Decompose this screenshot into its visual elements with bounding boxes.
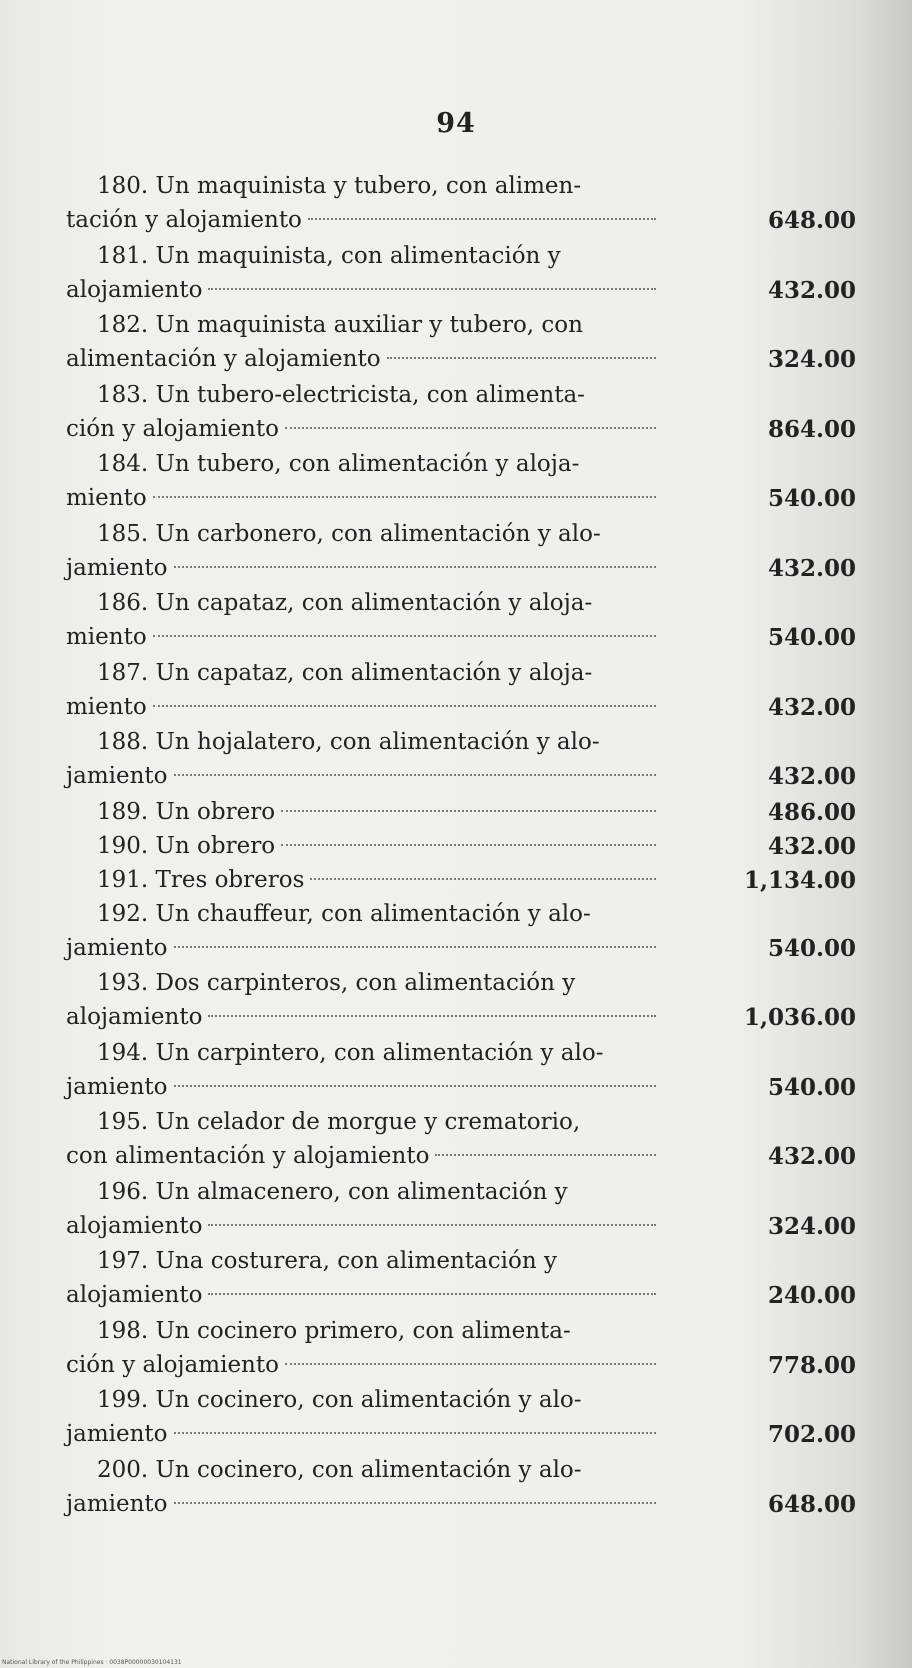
entry-amount: 1,134.00 (743, 866, 856, 894)
entry-186 (66, 587, 866, 657)
entry-192 (66, 898, 866, 968)
entry-line2: alojamiento (66, 276, 203, 303)
entry-line2: 191. Tres obreros (97, 866, 305, 893)
entry-199 (66, 1384, 866, 1454)
entry-line2: alojamiento (66, 1212, 203, 1239)
entry-line2: ción y alojamiento (66, 1351, 279, 1378)
entry-194 (66, 1037, 866, 1107)
entry-185 (66, 518, 866, 588)
entry-196 (66, 1176, 866, 1246)
entry-line2: jamiento (66, 1421, 168, 1447)
entry-line1: 194. Un carpintero, con alimentación y alo- (97, 1039, 604, 1066)
dot-leader (310, 878, 656, 880)
entry-list (66, 170, 866, 1523)
dot-leader (153, 705, 656, 707)
entry-line2: jamiento (66, 934, 168, 961)
entry-line2: con alimentación y alojamiento (66, 1143, 430, 1169)
dot-leader (208, 1224, 656, 1226)
entry-188 (66, 726, 866, 796)
entry-amount: 540.00 (767, 485, 856, 512)
entry-amount: 240.00 (767, 1282, 856, 1309)
entry-amount: 864.00 (767, 415, 856, 443)
entry-195 (66, 1106, 866, 1176)
entry-line1: 184. Un tubero, con alimentación y aloja- (97, 451, 580, 477)
entry-line2: alojamiento (66, 1282, 203, 1308)
entry-189 (66, 796, 866, 830)
entry-line2: miento (66, 624, 147, 650)
dot-leader (208, 1015, 656, 1017)
entry-line2: tación y alojamiento (66, 207, 302, 233)
dot-leader (387, 357, 656, 359)
dot-leader (285, 427, 656, 429)
entry-line1: 185. Un carbonero, con alimentación y alo- (97, 520, 601, 547)
entry-line1: 196. Un almacenero, con alimentación y (97, 1178, 568, 1205)
entry-190 (66, 830, 866, 864)
entry-line1: 186. Un capataz, con alimentación y aloja- (97, 590, 593, 616)
entry-line1: 195. Un celador de morgue y crematorio, (97, 1109, 581, 1135)
entry-line2: miento (66, 485, 147, 511)
entry-line2: alojamiento (66, 1004, 203, 1030)
dot-leader (153, 496, 656, 498)
dot-leader (174, 566, 656, 568)
entry-line1: 183. Un tubero-electricista, con alimenta- (97, 381, 585, 408)
entry-amount: 324.00 (767, 1212, 856, 1240)
dot-leader (281, 844, 656, 846)
entry-line2: jamiento (66, 763, 168, 789)
dot-leader (174, 1502, 656, 1504)
entry-line2: jamiento (66, 554, 168, 581)
entry-amount: 540.00 (767, 624, 856, 651)
entry-180 (66, 170, 866, 240)
dot-leader (174, 1432, 656, 1434)
entry-amount: 648.00 (767, 207, 856, 234)
entry-191 (66, 864, 866, 898)
entry-182 (66, 309, 866, 379)
entry-amount: 432.00 (767, 554, 856, 582)
entry-line1: 198. Un cocinero primero, con alimenta- (97, 1317, 571, 1344)
entry-193 (66, 967, 866, 1037)
entry-line1: 188. Un hojalatero, con alimentación y alo- (97, 729, 600, 755)
dot-leader (285, 1363, 656, 1365)
entry-amount: 486.00 (767, 798, 856, 826)
entry-line1: 193. Dos carpinteros, con alimentación y (97, 970, 576, 996)
entry-amount: 432.00 (767, 276, 856, 304)
entry-183 (66, 379, 866, 449)
entry-amount: 702.00 (767, 1421, 856, 1448)
dot-leader (174, 946, 656, 948)
entry-line2: 190. Un obrero (97, 832, 276, 859)
entry-line1: 200. Un cocinero, con alimentación y alo- (97, 1456, 582, 1483)
entry-amount: 648.00 (767, 1490, 856, 1518)
entry-line2: miento (66, 693, 147, 720)
dot-leader (208, 288, 656, 290)
entry-amount: 432.00 (767, 832, 856, 860)
entry-amount: 540.00 (767, 934, 856, 962)
entry-line1: 187. Un capataz, con alimentación y aloja- (97, 659, 593, 686)
entry-amount: 324.00 (767, 346, 856, 373)
dot-leader (208, 1293, 656, 1295)
entry-line2: 189. Un obrero (97, 798, 276, 825)
entry-line2: jamiento (66, 1490, 168, 1517)
entry-amount: 432.00 (767, 1143, 856, 1170)
entry-181 (66, 240, 866, 310)
entry-line1: 181. Un maquinista, con alimentación y (97, 242, 561, 269)
dot-leader (281, 810, 656, 812)
entry-amount: 432.00 (767, 693, 856, 721)
page-number: 94 (436, 108, 476, 139)
dot-leader (153, 635, 656, 637)
entry-amount: 1,036.00 (743, 1004, 856, 1031)
entry-197 (66, 1245, 866, 1315)
entry-200 (66, 1454, 866, 1524)
entry-184 (66, 448, 866, 518)
entry-line2: ción y alojamiento (66, 415, 279, 442)
dot-leader (435, 1154, 656, 1156)
entry-198 (66, 1315, 866, 1385)
entry-line1: 182. Un maquinista auxiliar y tubero, con (97, 312, 583, 338)
entry-line2: jamiento (66, 1073, 168, 1100)
dot-leader (174, 774, 656, 776)
entry-line2: alimentación y alojamiento (66, 346, 381, 372)
entry-amount: 778.00 (767, 1351, 856, 1379)
entry-line1: 199. Un cocinero, con alimentación y alo- (97, 1387, 582, 1413)
entry-amount: 540.00 (767, 1073, 856, 1101)
entry-line1: 180. Un maquinista y tubero, con alimen- (97, 173, 582, 199)
dot-leader (308, 218, 656, 220)
entry-amount: 432.00 (767, 763, 856, 790)
entry-line1: 197. Una costurera, con alimentación y (97, 1248, 557, 1274)
dot-leader (174, 1085, 656, 1087)
entry-line1: 192. Un chauffeur, con alimentación y alo- (97, 900, 591, 927)
entry-187 (66, 657, 866, 727)
scan-footer: National Library of the Philippines · 0038P00000030104131 (2, 1659, 182, 1666)
